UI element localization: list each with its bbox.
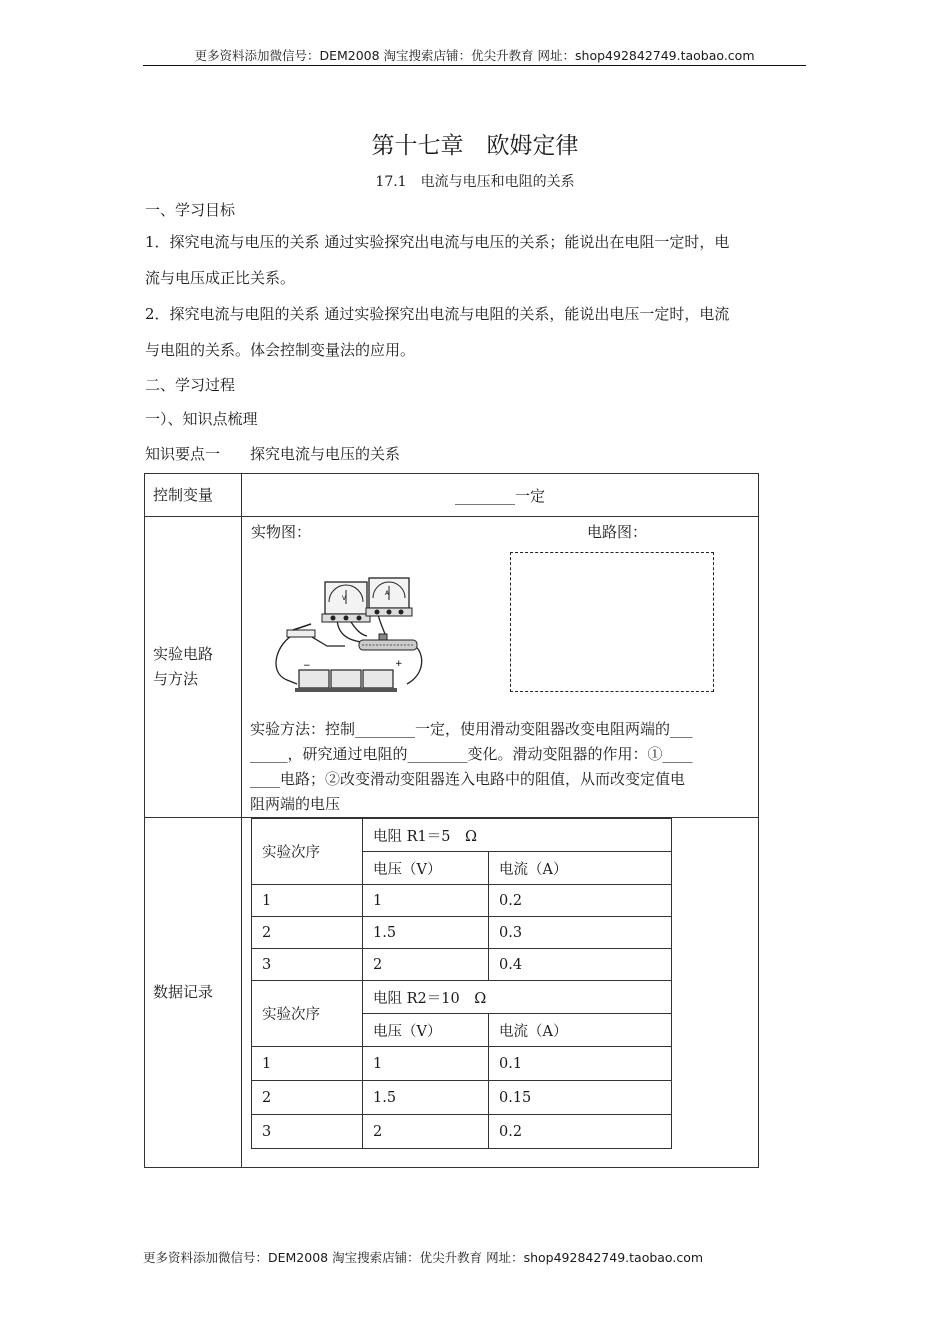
table-cell: 0.4 — [489, 949, 672, 981]
voltage-header: 电压（V） — [363, 852, 489, 885]
page-header: 更多资料添加微信号：DEM2008 淘宝搜索店铺：优尖升教育 网址：shop492842749.taobao.com — [194, 48, 755, 63]
apparatus-photo — [267, 562, 427, 692]
voltage-header: 电压（V） — [363, 1014, 489, 1047]
method-line-1: 实验方法：控制________一定，使用滑动变阻器改变电阻两端的___ — [250, 720, 693, 738]
svg-text:A: A — [385, 590, 390, 597]
table-cell: 1.5 — [363, 1081, 489, 1115]
current-header: 电流（A） — [489, 1014, 672, 1047]
table-cell: 0.2 — [489, 1115, 672, 1149]
order-header: 实验次序 — [252, 819, 363, 885]
heading-knowledge-points: 一）、知识点梳理 — [145, 410, 258, 428]
table-cell: 0.3 — [489, 917, 672, 949]
svg-text:+: + — [395, 659, 403, 669]
goal-2-line-2: 与电阻的关系。体会控制变量法的应用。 — [145, 341, 416, 359]
knowledge-table — [144, 473, 759, 1168]
current-header: 电流（A） — [489, 852, 672, 885]
table-cell: 0.1 — [489, 1047, 672, 1081]
r2-header: 电阻 R2＝10 Ω — [363, 981, 672, 1014]
svg-text:V: V — [342, 595, 347, 602]
section-title: 17.1 电流与电压和电阻的关系 — [375, 174, 575, 190]
diagram-label: 电路图： — [587, 523, 648, 541]
method-line-2: _____，研究通过电阻的________变化。滑动变阻器的作用：①____ — [250, 745, 693, 763]
circuit-label-line-2: 与方法 — [153, 670, 199, 688]
circuit-method-cell — [242, 517, 759, 818]
table-cell: 2 — [252, 917, 363, 949]
photo-label: 实物图： — [251, 523, 312, 541]
table-cell: 1 — [252, 885, 363, 917]
circuit-method-label — [145, 517, 242, 818]
data-table — [251, 818, 672, 1149]
table-cell: 2 — [252, 1081, 363, 1115]
experiment-method — [242, 713, 758, 817]
control-variable-label: 控制变量 — [145, 474, 242, 517]
table-cell: 1.5 — [363, 917, 489, 949]
page-footer: 更多资料添加微信号：DEM2008 淘宝搜索店铺：优尖升教育 网址：shop492842749.taobao.com — [143, 1250, 704, 1265]
r1-header: 电阻 R1＝5 Ω — [363, 819, 672, 852]
header-rule — [143, 65, 806, 66]
table-cell: 2 — [363, 1115, 489, 1149]
data-record-label: 数据记录 — [145, 818, 242, 1168]
circuit-diagram-box — [510, 552, 714, 692]
goal-1-line-2: 流与电压成正比关系。 — [145, 269, 296, 287]
table-cell: 1 — [252, 1047, 363, 1081]
heading-process: 二、学习过程 — [145, 376, 236, 394]
chapter-title: 第十七章 欧姆定律 — [371, 133, 579, 159]
table-cell: 2 — [363, 949, 489, 981]
goal-1-line-1: 1．探究电流与电压的关系 通过实验探究出电流与电压的关系；能说出在电阻一定时，电 — [145, 233, 730, 251]
table-cell: 0.2 — [489, 885, 672, 917]
goal-2-line-1: 2．探究电流与电阻的关系 通过实验探究出电流与电阻的关系，能说出电压一定时，电流 — [145, 305, 730, 323]
heading-goals: 一、学习目标 — [145, 201, 236, 219]
data-record-cell — [242, 818, 759, 1168]
table-cell: 1 — [363, 1047, 489, 1081]
svg-text:−: − — [303, 661, 311, 671]
order-header: 实验次序 — [252, 981, 363, 1047]
circuit-label-line-1: 实验电路 — [153, 645, 214, 663]
table-cell: 0.15 — [489, 1081, 672, 1115]
method-line-3: ____电路；②改变滑动变阻器连入电路中的阻值，从而改变定值电 — [250, 770, 686, 788]
control-variable-blank: ________一定 — [242, 474, 759, 517]
knowledge-point-1: 知识要点一 探究电流与电压的关系 — [145, 445, 401, 463]
table-cell: 3 — [252, 949, 363, 981]
table-cell: 3 — [252, 1115, 363, 1149]
table-cell: 1 — [363, 885, 489, 917]
method-line-4: 阻两端的电压 — [250, 795, 341, 813]
